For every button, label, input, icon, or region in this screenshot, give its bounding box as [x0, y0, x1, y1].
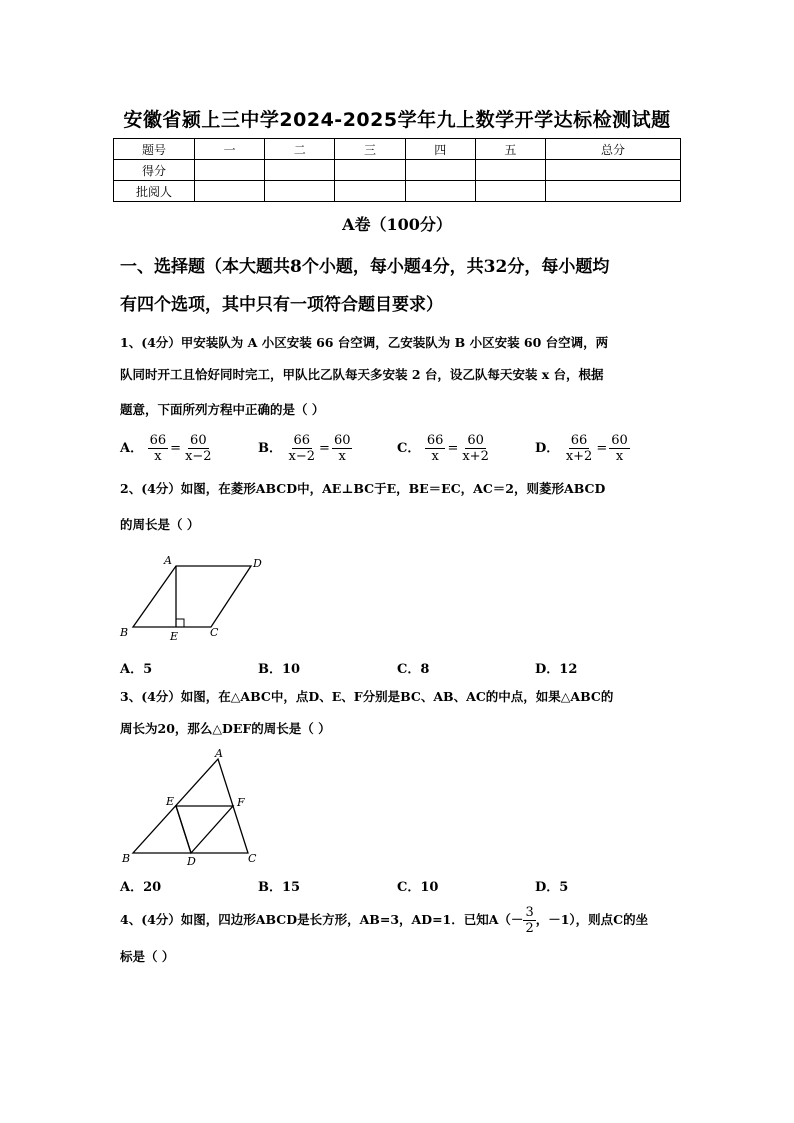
q1-option-b[interactable]: B． $\frac{66}{x-2}$ = $\frac{60}{x}$ [258, 433, 351, 464]
triangle-def [176, 806, 233, 853]
header-cell: 二 [265, 139, 335, 160]
q3-option-b[interactable]: B．15 [258, 880, 301, 895]
label-c: C [248, 852, 257, 865]
label-a: A [164, 554, 172, 567]
q1-option-d[interactable]: D． $\frac{66}{x+2}$ = $\frac{60}{x}$ [535, 433, 628, 464]
score-table [113, 138, 681, 202]
rhombus-figure [115, 550, 275, 645]
label-e: E [166, 795, 175, 808]
q1-line2: 队同时开工且恰好同时完工，甲队比乙队每天多安装 2 台，设乙队每天安装 x 台，根据 [120, 367, 604, 382]
score-cell[interactable] [195, 160, 265, 181]
grader-cell[interactable] [546, 181, 681, 202]
q3-option-d[interactable]: D．5 [535, 880, 569, 895]
triangle-figure [115, 745, 275, 870]
score-row [114, 160, 681, 181]
page-title: 安徽省颍上三中学2024-2025学年九上数学开学达标检测试题 [123, 109, 671, 131]
grader-row [114, 181, 681, 202]
q1-option-c[interactable]: C． $\frac{66}{x}$ = $\frac{60}{x+2}$ [397, 433, 489, 464]
header-cell: 三 [335, 139, 405, 160]
q1-option-a[interactable]: A． $\frac{66}{x}$ = $\frac{60}{x-2}$ [120, 433, 212, 464]
label-e: E [170, 630, 179, 643]
header-cell: 四 [405, 139, 475, 160]
grader-cell[interactable] [335, 181, 405, 202]
q3-line1: 3、(4分）如图，在△ABC中，点D、E、F分别是BC、AB、AC的中点，如果△ABC的 [120, 689, 614, 704]
header-cell: 五 [475, 139, 545, 160]
q4-line2: 标是（ ） [120, 949, 175, 964]
score-cell[interactable] [546, 160, 681, 181]
label-a: A [215, 747, 223, 760]
grader-cell[interactable] [195, 181, 265, 202]
right-angle-mark [176, 619, 184, 627]
header-cell: 总分 [546, 139, 681, 160]
volume-heading: A卷（100分） [342, 215, 452, 234]
q3-line2: 周长为20，那么△DEF的周长是（ ） [120, 721, 331, 736]
q3-option-c[interactable]: C．10 [397, 880, 439, 895]
q2-option-a[interactable]: A．5 [120, 662, 153, 677]
score-cell[interactable] [335, 160, 405, 181]
section-heading-line2: 有四个选项，其中只有一项符合题目要求） [120, 295, 443, 315]
score-table-header [114, 139, 681, 160]
q2-option-c[interactable]: C．8 [397, 662, 430, 677]
label-f: F [237, 796, 245, 809]
score-cell[interactable] [475, 160, 545, 181]
q2-line2: 的周长是（ ） [120, 517, 200, 532]
rhombus-abcd [133, 566, 251, 627]
header-cell: 题号 [114, 139, 195, 160]
row-label: 得分 [114, 160, 195, 181]
section-heading-line1: 一、选择题（本大题共8个小题，每小题4分，共32分，每小题均 [120, 257, 610, 277]
grader-cell[interactable] [475, 181, 545, 202]
label-b: B [120, 626, 129, 639]
q4-line1: 4、(4分）如图，四边形ABCD是长方形，AB=3，AD=1．已知A（－ $\frac{3}{2}$ ，－1），则点C的坐 [120, 905, 649, 936]
q2-line1: 2、(4分）如图，在菱形ABCD中，AE⊥BC于E，BE＝EC，AC＝2，则菱形ABCD [120, 481, 606, 496]
segment-ed [176, 806, 191, 853]
score-cell[interactable] [265, 160, 335, 181]
label-c: C [210, 626, 219, 639]
grader-cell[interactable] [405, 181, 475, 202]
score-cell[interactable] [405, 160, 475, 181]
label-d: D [253, 557, 262, 570]
header-cell: 一 [195, 139, 265, 160]
q2-option-b[interactable]: B．10 [258, 662, 301, 677]
row-label: 批阅人 [114, 181, 195, 202]
q1-line1: 1、(4分）甲安装队为 A 小区安装 66 台空调，乙安装队为 B 小区安装 60 台空调，两 [120, 335, 609, 350]
grader-cell[interactable] [265, 181, 335, 202]
q3-option-a[interactable]: A．20 [120, 880, 162, 895]
label-b: B [122, 852, 131, 865]
q2-option-d[interactable]: D．12 [535, 662, 578, 677]
q1-line3: 题意，下面所列方程中正确的是（ ） [120, 402, 325, 417]
label-d: D [187, 855, 196, 868]
